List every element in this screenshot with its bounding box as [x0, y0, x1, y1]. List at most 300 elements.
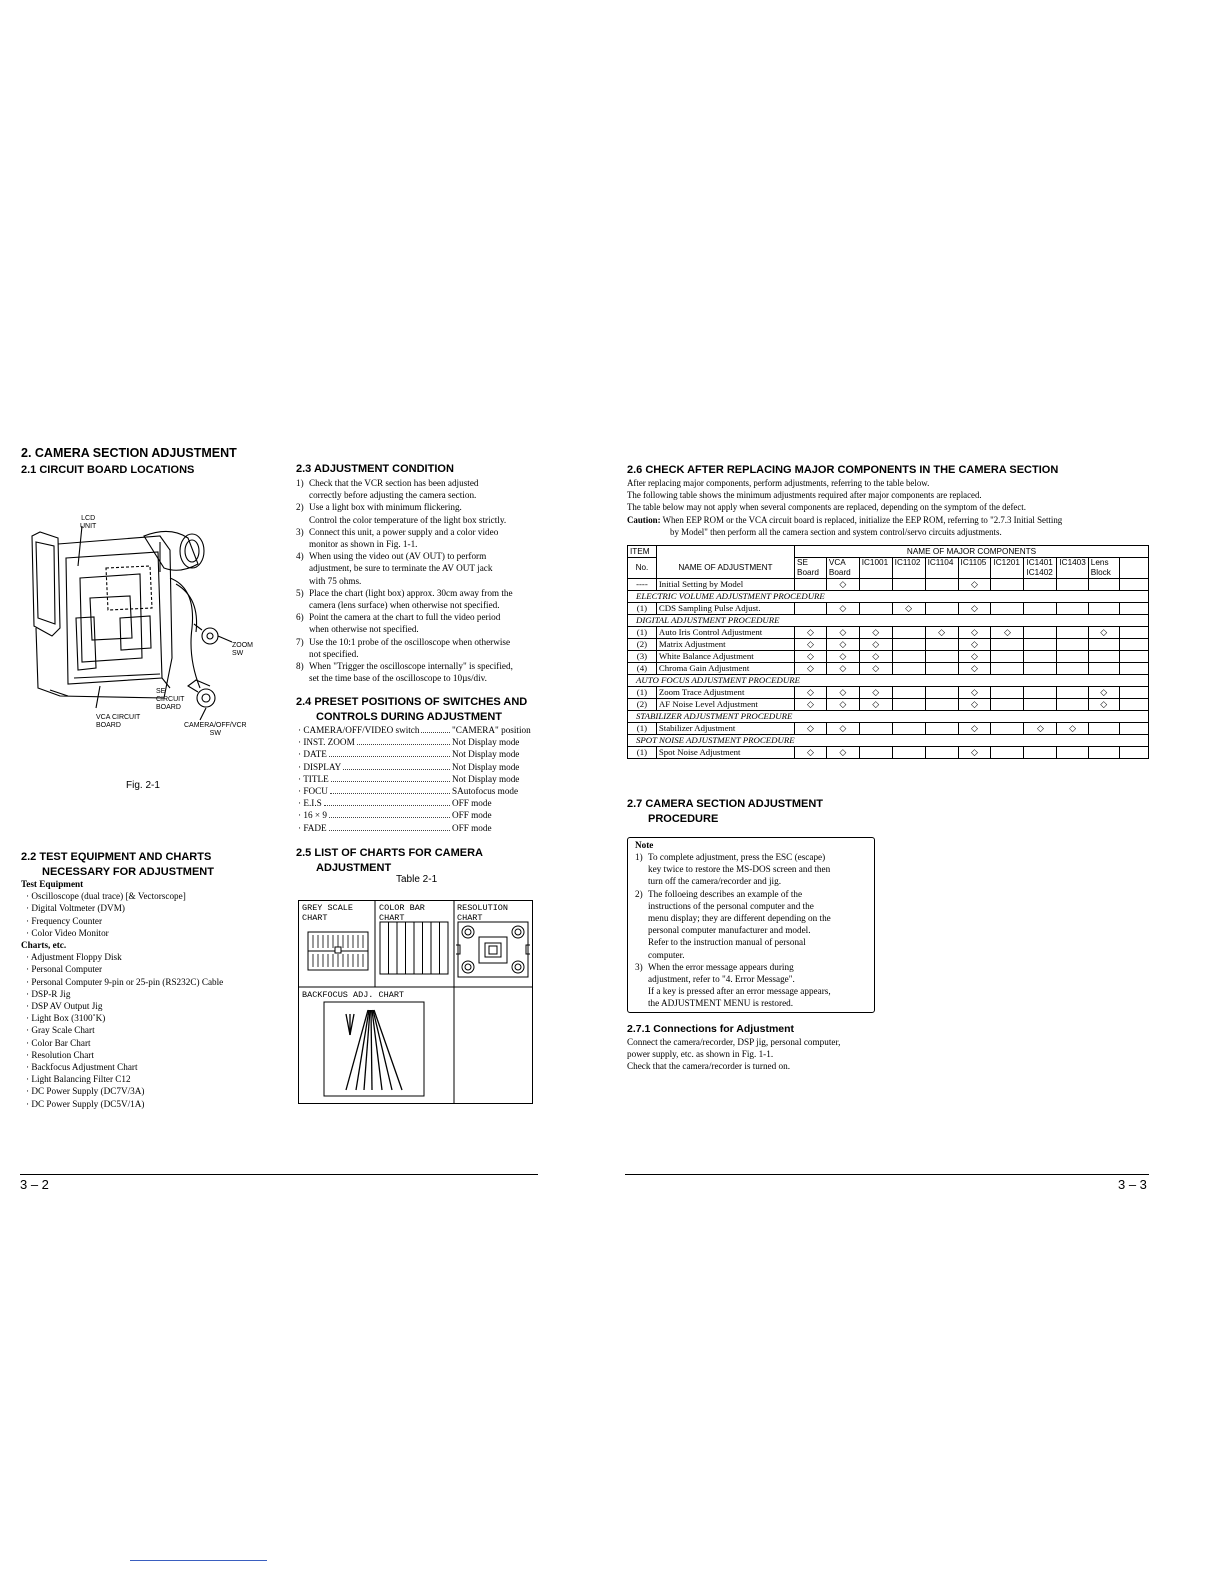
note-line: adjustment, refer to "4. Error Message". [648, 974, 795, 985]
list-item: · DC Power Supply (DC7V/3A) [26, 1086, 145, 1097]
required-mark: ◇ [795, 663, 827, 675]
empty-cell [991, 603, 1024, 615]
component-header [925, 558, 958, 579]
item-no: (1) [628, 627, 657, 639]
item-no: (1) [628, 723, 657, 735]
empty-cell [1088, 579, 1119, 591]
required-mark: ◇ [795, 651, 827, 663]
component-header [1057, 558, 1088, 579]
component-name-2: Board [797, 568, 819, 577]
preset-value: SAutofocus mode [452, 786, 519, 797]
preset-row [298, 785, 538, 797]
preset-name: · DATE [298, 749, 327, 760]
component-header [958, 558, 991, 579]
adjustment-name: Matrix Adjustment [656, 639, 794, 651]
empty-cell [991, 639, 1024, 651]
component-name-2 [993, 568, 1021, 578]
empty-cell [1024, 663, 1057, 675]
empty-cell [1057, 699, 1088, 711]
component-name-2 [862, 568, 890, 578]
list-item: · Adjustment Floppy Disk [26, 952, 122, 963]
required-mark: ◇ [1088, 687, 1119, 699]
preset-value: OFF mode [452, 822, 492, 833]
color-bar-chart: COLOR BAR CHART [379, 903, 425, 923]
section-title: 2. CAMERA SECTION ADJUSTMENT [21, 446, 237, 460]
note-line: To complete adjustment, press the ESC (escape) [648, 852, 826, 862]
condition-line: When using the video out (AV OUT) to perform [309, 551, 487, 562]
condition-line: Control the color temperature of the light box strictly. [309, 514, 507, 525]
component-header [1024, 558, 1057, 579]
required-mark: ◇ [958, 639, 991, 651]
empty-cell [1057, 603, 1088, 615]
s23-title: 2.3 ADJUSTMENT CONDITION [296, 463, 454, 475]
preset-name: · TITLE [298, 773, 329, 784]
required-mark: ◇ [826, 627, 859, 639]
component-name-2: Block [1090, 568, 1111, 577]
table-header-row [628, 546, 1149, 558]
required-mark: ◇ [991, 627, 1024, 639]
table-caption: Table 2-1 [396, 874, 438, 885]
empty-cell [859, 747, 892, 759]
required-mark: ◇ [958, 651, 991, 663]
test-equipment-heading: Test Equipment [21, 879, 84, 889]
note-line: personal computer manufacturer and model. [648, 925, 811, 936]
empty-cell [1119, 687, 1148, 699]
chart-list-table [298, 900, 533, 1104]
condition-line: Check that the VCR section has been adjusted [309, 478, 479, 488]
left-page-number: 3 – 2 [20, 1177, 49, 1192]
note-number: 3) [635, 961, 643, 972]
preset-name: · FOCU [298, 786, 328, 797]
required-mark: ◇ [795, 723, 827, 735]
adjustment-name: Stabilizer Adjustment [656, 723, 794, 735]
dot-leader [329, 756, 450, 757]
empty-cell [1024, 603, 1057, 615]
required-mark: ◇ [958, 747, 991, 759]
condition-line: Connect this unit, a power supply and a color video [309, 526, 499, 537]
procedure-section-title: AUTO FOCUS ADJUSTMENT PROCEDURE [628, 675, 1149, 687]
bottom-link-rule [130, 1560, 267, 1561]
label-lcd-unit: LCD UNIT [80, 515, 97, 530]
item-no: (1) [628, 603, 657, 615]
required-mark: ◇ [958, 699, 991, 711]
required-mark: ◇ [859, 627, 892, 639]
condition-line: monitor as shown in Fig. 1-1. [309, 539, 418, 550]
charts-heading: Charts, etc. [21, 940, 67, 951]
adjustment-name: Spot Noise Adjustment [656, 747, 794, 759]
empty-cell [991, 651, 1024, 663]
item-no: (2) [628, 639, 657, 651]
component-name-2 [1059, 568, 1085, 578]
required-mark: ◇ [826, 639, 859, 651]
required-mark: ◇ [958, 579, 991, 591]
condition-item [296, 477, 546, 501]
table-row [628, 723, 1149, 735]
label-zoom-sw: ZOOM SW [232, 642, 253, 657]
circuit-board-figure [20, 508, 270, 753]
s27-title: 2.7 CAMERA SECTION ADJUSTMENT PROCEDURE [627, 798, 823, 825]
required-mark: ◇ [1024, 723, 1057, 735]
empty-cell [1119, 579, 1148, 591]
empty-cell [859, 723, 892, 735]
procedure-section-row [628, 711, 1149, 723]
component-header [826, 558, 859, 579]
required-mark: ◇ [859, 639, 892, 651]
empty-cell [1088, 651, 1119, 663]
procedure-section-row [628, 615, 1149, 627]
procedure-section-title: STABILIZER ADJUSTMENT PROCEDURE [628, 711, 1149, 723]
condition-line: set the time base of the oscilloscope to 10µs/div. [309, 673, 487, 684]
empty-cell [1088, 747, 1119, 759]
condition-item [296, 611, 546, 635]
empty-cell [1057, 687, 1088, 699]
item-no: (1) [628, 747, 657, 759]
right-footer-rule [625, 1174, 1149, 1175]
empty-cell [892, 639, 925, 651]
list-item: · Color Video Monitor [26, 927, 109, 938]
adjustment-conditions [296, 477, 546, 684]
required-mark: ◇ [795, 687, 827, 699]
empty-cell [991, 687, 1024, 699]
empty-cell [1119, 723, 1148, 735]
component-name: IC1403 [1059, 558, 1086, 567]
preset-row [298, 748, 538, 760]
condition-line: not specified. [309, 648, 359, 659]
note-item [635, 888, 871, 961]
note-item [635, 851, 871, 888]
preset-value: Not Display mode [452, 761, 520, 772]
condition-number: 2) [296, 502, 304, 513]
grey-scale-chart: GREY SCALE CHART [302, 903, 354, 923]
adjustment-name: CDS Sampling Pulse Adjust. [656, 603, 794, 615]
required-mark: ◇ [859, 687, 892, 699]
component-name-2: IC1402 [1026, 568, 1053, 577]
required-mark: ◇ [826, 603, 859, 615]
list-item: · Resolution Chart [26, 1049, 94, 1060]
empty-cell [1024, 627, 1057, 639]
preset-row [298, 773, 538, 785]
note-item [635, 961, 871, 1010]
s26-intro: After replacing major components, perform adjustments, referring to the table below. The following table shows the minimum adjustments required after major components are replaced. The table below may not apply when several components are replaced, depending on the symptom of the defect. Caution: When EEP ROM or the VCA circuit board is replaced, initialize the EEP ROM, referring to "2.7.3 Initial Setting by Model" then perform all the camera section and system control/servo circuits adjustments. [627, 478, 1063, 537]
empty-cell [892, 651, 925, 663]
preset-name: · CAMERA/OFF/VIDEO switch [298, 725, 420, 735]
required-mark: ◇ [1088, 699, 1119, 711]
component-header [1088, 558, 1119, 579]
item-no: (3) [628, 651, 657, 663]
dot-leader [343, 769, 450, 770]
empty-cell [1119, 747, 1148, 759]
list-item: · Light Box (3100˚K) [26, 1013, 106, 1024]
dot-leader [324, 805, 450, 806]
required-mark: ◇ [958, 723, 991, 735]
s271-title: 2.7.1 Connections for Adjustment [627, 1023, 795, 1035]
adjustment-name: Initial Setting by Model [656, 579, 794, 591]
empty-cell [1024, 687, 1057, 699]
required-mark: ◇ [859, 663, 892, 675]
preset-row [298, 736, 538, 748]
component-name: IC1105 [960, 558, 987, 567]
required-mark: ◇ [826, 663, 859, 675]
component-header [991, 558, 1024, 579]
list-item: · Digital Voltmeter (DVM) [26, 903, 125, 914]
list-item: · DC Power Supply (DC5V/1A) [26, 1098, 145, 1109]
dot-leader [357, 744, 450, 745]
component-name: Lens [1090, 558, 1109, 567]
empty-cell [1088, 639, 1119, 651]
condition-number: 6) [296, 612, 304, 623]
list-item: · Light Balancing Filter C12 [26, 1074, 131, 1085]
dot-leader [331, 781, 450, 782]
procedure-section-row [628, 735, 1149, 747]
required-mark: ◇ [826, 651, 859, 663]
table-row [628, 627, 1149, 639]
preset-value: OFF mode [452, 798, 492, 809]
note-line: turn off the camera/recorder and jig. [648, 876, 781, 887]
resolution-chart: RESOLUTION CHART [457, 903, 509, 923]
required-mark: ◇ [826, 747, 859, 759]
list-item: · DSP AV Output Jig [26, 1001, 103, 1012]
empty-cell [1024, 579, 1057, 591]
condition-line: camera (lens surface) when otherwise not specified. [309, 600, 500, 611]
item-no: (4) [628, 663, 657, 675]
component-header [892, 558, 925, 579]
procedure-section-title: ELECTRIC VOLUME ADJUSTMENT PROCEDURE [628, 591, 1149, 603]
note-line: computer. [648, 949, 685, 960]
preset-name: · 16 × 9 [298, 810, 327, 821]
preset-positions [298, 724, 538, 834]
preset-row [298, 809, 538, 821]
empty-cell [892, 747, 925, 759]
empty-cell [991, 579, 1024, 591]
camcorder-illustration [20, 508, 270, 753]
preset-name: · FADE [298, 822, 327, 833]
list-item: · Gray Scale Chart [26, 1025, 95, 1036]
note-line: The folloeing describes an example of the [648, 888, 803, 899]
list-item: · DSP-R Jig [26, 988, 71, 999]
dot-leader [329, 830, 450, 831]
condition-line: Use a light box with minimum flickering. [309, 502, 462, 513]
item-header: ITEM [628, 546, 657, 558]
condition-number: 8) [296, 661, 304, 672]
condition-item [296, 660, 546, 684]
required-mark: ◇ [958, 663, 991, 675]
preset-value: "CAMERA" position [452, 725, 531, 735]
component-name-2 [928, 568, 956, 578]
label-se-circuit-board: SE CIRCUIT BOARD [156, 688, 185, 711]
empty-cell [892, 579, 925, 591]
preset-row [298, 724, 538, 736]
note-line: the ADJUSTMENT MENU is restored. [648, 998, 794, 1009]
procedure-section-title: SPOT NOISE ADJUSTMENT PROCEDURE [628, 735, 1149, 747]
required-mark: ◇ [826, 723, 859, 735]
empty-cell [1119, 627, 1148, 639]
table-row [628, 663, 1149, 675]
s22-title: 2.2 TEST EQUIPMENT AND CHARTS NECESSARY FOR ADJUSTMENT [21, 851, 214, 878]
major-components-table [627, 545, 1149, 759]
component-header [795, 558, 827, 579]
condition-number: 1) [296, 478, 304, 488]
adjustment-name: Chroma Gain Adjustment [656, 663, 794, 675]
required-mark: ◇ [958, 603, 991, 615]
name-spacer [656, 546, 794, 558]
empty-cell [1088, 603, 1119, 615]
list-item: · Backfocus Adjustment Chart [26, 1062, 138, 1073]
empty-cell [1024, 699, 1057, 711]
empty-cell [1057, 747, 1088, 759]
right-page-number: 3 – 3 [1118, 1177, 1147, 1192]
required-mark: ◇ [859, 651, 892, 663]
table-row [628, 699, 1149, 711]
empty-cell [795, 603, 827, 615]
preset-name: · INST. ZOOM [298, 737, 355, 748]
component-name-2 [895, 568, 923, 578]
adjustment-name: Auto Iris Control Adjustment [656, 627, 794, 639]
condition-item [296, 587, 546, 611]
empty-cell [991, 747, 1024, 759]
preset-row [298, 822, 538, 834]
fig-caption: Fig. 2-1 [126, 780, 160, 791]
empty-cell [925, 687, 958, 699]
note-line: menu display; they are different depending on the [648, 913, 831, 924]
required-mark: ◇ [1057, 723, 1088, 735]
list-item: · Personal Computer 9-pin or 25-pin (RS232C) Cable [26, 976, 224, 987]
empty-cell [925, 663, 958, 675]
components-group-header: NAME OF MAJOR COMPONENTS [795, 546, 1149, 558]
required-mark: ◇ [958, 627, 991, 639]
preset-value: OFF mode [452, 810, 492, 821]
condition-line: Place the chart (light box) approx. 30cm away from the [309, 587, 513, 598]
empty-cell [892, 627, 925, 639]
list-item: · Personal Computer [26, 964, 103, 975]
condition-number: 7) [296, 636, 304, 647]
empty-cell [795, 579, 827, 591]
condition-line: adjustment, be sure to terminate the AV OUT jack [309, 563, 493, 574]
table-row [628, 747, 1149, 759]
list-item: · Oscilloscope (dual trace) [& Vectorscope] [26, 891, 186, 902]
preset-row [298, 761, 538, 773]
procedure-section-title: DIGITAL ADJUSTMENT PROCEDURE [628, 615, 1149, 627]
dot-leader [329, 817, 450, 818]
empty-cell [1119, 603, 1148, 615]
adjustment-name: AF Noise Level Adjustment [656, 699, 794, 711]
empty-cell [859, 603, 892, 615]
equipment-list [21, 878, 271, 1110]
item-no: (1) [628, 687, 657, 699]
empty-header [1119, 558, 1148, 579]
adjustment-name: White Balance Adjustment [656, 651, 794, 663]
empty-cell [1057, 627, 1088, 639]
caution-label: Caution: [627, 514, 661, 525]
note-line: If a key is pressed after an error message appears, [648, 986, 831, 997]
note-line: key twice to restore the MS-DOS screen and then [648, 864, 831, 875]
condition-number: 5) [296, 587, 304, 598]
empty-cell [1024, 747, 1057, 759]
empty-cell [1119, 663, 1148, 675]
empty-cell [991, 663, 1024, 675]
condition-line: Use the 10:1 probe of the oscilloscope when otherwise [309, 636, 511, 647]
left-footer-rule [20, 1174, 538, 1175]
preset-name: · E.I.S [298, 798, 322, 809]
component-name: IC1102 [894, 558, 921, 567]
required-mark: ◇ [795, 627, 827, 639]
chart-list-graphics [298, 900, 533, 1104]
empty-cell [1088, 723, 1119, 735]
required-mark: ◇ [1088, 627, 1119, 639]
preset-name: · DISPLAY [298, 761, 342, 772]
table-header-row [628, 558, 1149, 579]
preset-value: Not Display mode [452, 773, 520, 784]
empty-cell [1119, 639, 1148, 651]
note-number: 2) [635, 888, 643, 899]
note-line: Refer to the instruction manual of personal [648, 937, 806, 948]
no-header: No. [628, 558, 657, 579]
empty-cell [1024, 651, 1057, 663]
name-header: NAME OF ADJUSTMENT [656, 558, 794, 579]
empty-cell [925, 723, 958, 735]
component-name: IC1401 [1026, 558, 1053, 567]
s271-text: Connect the camera/recorder, DSP jig, personal computer, power supply, etc. as shown in Fig. 1-1. Check that the camera/recorder is turned on. [627, 1037, 841, 1072]
table-row [628, 579, 1149, 591]
component-name: IC1104 [927, 558, 954, 567]
required-mark: ◇ [795, 639, 827, 651]
table-row [628, 687, 1149, 699]
item-no: (2) [628, 699, 657, 711]
required-mark: ◇ [826, 699, 859, 711]
condition-line: when otherwise not specified. [309, 624, 419, 635]
condition-item [296, 550, 546, 587]
empty-cell [925, 747, 958, 759]
note-line: When the error message appears during [648, 961, 794, 972]
empty-cell [925, 651, 958, 663]
table-row [628, 603, 1149, 615]
list-item: · Color Bar Chart [26, 1037, 91, 1048]
condition-number: 3) [296, 526, 304, 537]
note-title: Note [635, 840, 654, 850]
note-line: instructions of the personal computer and the [648, 900, 814, 911]
condition-line: correctly before adjusting the camera section. [309, 490, 477, 501]
adjustment-name: Zoom Trace Adjustment [656, 687, 794, 699]
required-mark: ◇ [958, 687, 991, 699]
preset-value: Not Display mode [452, 749, 520, 760]
empty-cell [991, 723, 1024, 735]
item-no: ---- [628, 579, 657, 591]
s25-title: 2.5 LIST OF CHARTS FOR CAMERA ADJUSTMENT [296, 847, 484, 874]
required-mark: ◇ [925, 627, 958, 639]
label-vca-circuit-board: VCA CIRCUIT BOARD [96, 714, 141, 729]
component-name: IC1001 [861, 558, 889, 567]
empty-cell [892, 663, 925, 675]
empty-cell [1088, 663, 1119, 675]
component-name: SE [797, 558, 808, 567]
note-box [627, 837, 875, 1013]
required-mark: ◇ [859, 699, 892, 711]
condition-line: Point the camera at the chart to full the video period [309, 612, 501, 623]
empty-cell [1119, 699, 1148, 711]
condition-item [296, 526, 546, 550]
empty-cell [892, 723, 925, 735]
procedure-section-row [628, 675, 1149, 687]
empty-cell [859, 579, 892, 591]
empty-cell [925, 639, 958, 651]
dot-leader [330, 793, 450, 794]
note-number: 1) [635, 852, 643, 862]
component-name-2: Board [828, 568, 851, 577]
s26-title: 2.6 CHECK AFTER REPLACING MAJOR COMPONENTS IN THE CAMERA SECTION [627, 464, 1059, 476]
condition-item [296, 501, 546, 525]
preset-value: Not Display mode [452, 737, 520, 748]
empty-cell [925, 699, 958, 711]
table-row [628, 639, 1149, 651]
